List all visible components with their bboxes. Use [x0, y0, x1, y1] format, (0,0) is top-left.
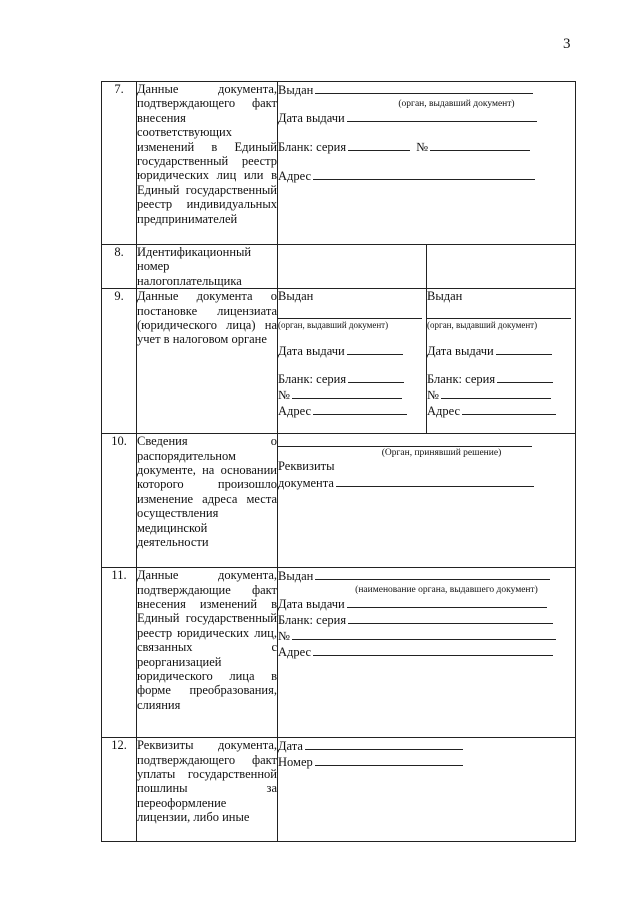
date-label: Дата: [278, 739, 303, 754]
issued-field[interactable]: [278, 305, 422, 319]
row-number: 12.: [102, 738, 137, 842]
blank-series-label: Бланк: серия: [278, 613, 347, 628]
blank-series-field[interactable]: [348, 139, 410, 151]
table-row-12: [102, 738, 576, 842]
requisites-field[interactable]: [336, 475, 534, 487]
issue-date-label: Дата выдачи: [278, 111, 345, 125]
issued-label: Выдан: [427, 289, 463, 304]
issue-date-label: Дата выдачи: [278, 597, 345, 612]
blank-number-field[interactable]: [292, 387, 402, 399]
row-fields: [278, 568, 576, 738]
inn-cell-right[interactable]: [427, 245, 576, 289]
number-field[interactable]: [315, 754, 463, 766]
row-description: Данные документа, подтверждающего факт внесения соответствующих изменений в Единый государственный реестр юридических лиц или в Единый государственный реестр индивидуальных предпринимателей: [137, 82, 278, 245]
issue-date-field[interactable]: [347, 110, 537, 122]
issued-caption: (орган, выдавший документ): [398, 99, 515, 109]
table-row-9: [102, 289, 576, 434]
row-description: Данные документа о постановке лицензиата (юридического лица) на учет в налоговом органе: [137, 289, 278, 434]
decision-body-caption: (Орган, принявший решение): [381, 448, 502, 459]
address-field[interactable]: [313, 644, 553, 656]
address-label: Адрес: [278, 169, 312, 183]
address-label: Адрес: [427, 404, 461, 419]
issued-label: Выдан: [278, 83, 314, 97]
row-fields: [278, 434, 576, 568]
tax-doc-right: [427, 289, 576, 434]
date-field[interactable]: [305, 738, 463, 750]
issued-field[interactable]: [427, 305, 571, 319]
table-row-11: [102, 568, 576, 738]
blank-number-field[interactable]: [441, 387, 551, 399]
blank-series-label: Бланк: серия: [427, 372, 496, 387]
blank-number-field[interactable]: [292, 628, 556, 640]
address-label: Адрес: [278, 404, 312, 419]
blank-number-field[interactable]: [430, 139, 530, 151]
tax-doc-left: [278, 289, 427, 434]
row-description: Данные документа, подтверждающие факт внесения изменений в Единый государственный реестр юридических лиц, связанных с реорганизацией юридического лица в форме преобразования, слияния: [137, 568, 278, 738]
issue-date-field[interactable]: [347, 343, 403, 355]
row-number: 11.: [102, 568, 137, 738]
row-description: Идентификационный номер налогоплательщика: [137, 245, 278, 289]
row-fields: [278, 82, 576, 245]
requisites-label: Реквизиты: [278, 459, 335, 474]
number-label: Номер: [278, 755, 313, 770]
number-sign: №: [427, 388, 439, 403]
inn-cell-left[interactable]: [278, 245, 427, 289]
issued-label: Выдан: [278, 289, 314, 304]
row-number: 8.: [102, 245, 137, 289]
row-number: 9.: [102, 289, 137, 434]
table-row-8: [102, 245, 576, 289]
issued-caption: (орган, выдавший документ): [278, 320, 389, 331]
issue-date-field[interactable]: [347, 596, 547, 608]
number-sign: №: [416, 140, 429, 154]
decision-body-field[interactable]: [278, 436, 532, 447]
issue-date-label: Дата выдачи: [427, 344, 494, 359]
row-number: 7.: [102, 82, 137, 245]
application-form-table: [101, 81, 576, 842]
blank-series-field[interactable]: [497, 371, 553, 383]
table-row-10: [102, 434, 576, 568]
row-number: 10.: [102, 434, 137, 568]
row-fields: [278, 738, 576, 842]
issued-caption: (наименование органа, выдавшего документ): [355, 585, 538, 596]
issued-label: Выдан: [278, 569, 314, 584]
issue-date-label: Дата выдачи: [278, 344, 345, 359]
number-sign: №: [278, 388, 290, 403]
issued-field[interactable]: [315, 82, 533, 94]
requisites-document-label: документа: [278, 476, 334, 491]
row-description: Реквизиты документа, подтверждающего факт уплаты государственной пошлины за переоформление лицензии, либо иные: [137, 738, 278, 842]
page-number: 3: [563, 36, 571, 52]
number-sign: №: [278, 629, 290, 644]
address-label: Адрес: [278, 645, 312, 660]
address-field[interactable]: [313, 168, 535, 180]
row-description: Сведения о распорядительном документе, на основании которого произошло изменение адреса места осуществления медицинской деятельности: [137, 434, 278, 568]
issued-field[interactable]: [315, 568, 550, 580]
blank-series-field[interactable]: [348, 371, 404, 383]
blank-series-label: Бланк: серия: [278, 372, 347, 387]
issued-caption: (орган, выдавший документ): [427, 320, 538, 331]
address-field[interactable]: [462, 403, 556, 415]
blank-series-label: Бланк: серия: [278, 140, 347, 154]
address-field[interactable]: [313, 403, 407, 415]
blank-series-field[interactable]: [348, 612, 553, 624]
table-row-7: [102, 82, 576, 245]
issue-date-field[interactable]: [496, 343, 552, 355]
